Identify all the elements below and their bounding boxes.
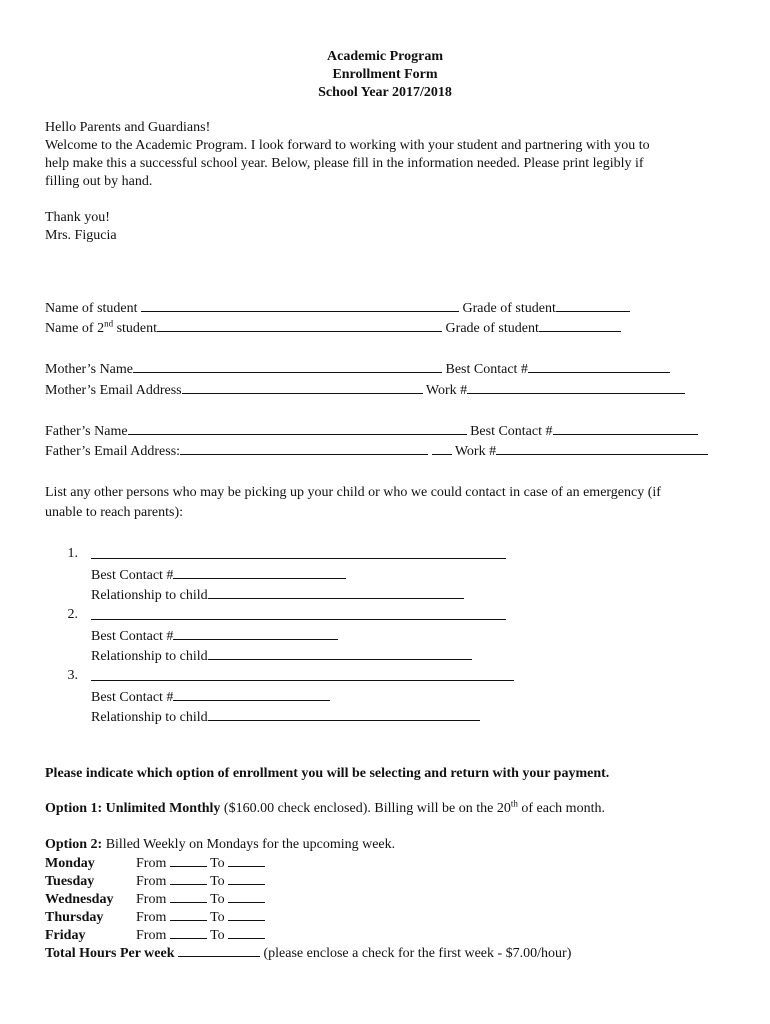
father-contact-label: Best Contact #: [470, 424, 553, 439]
option-1-text: ($160.00 check enclosed). Billing will be on the 20th of each month.: [223, 798, 605, 816]
second-student-label: Name of 2nd student: [45, 318, 158, 336]
contact-3-relationship-field[interactable]: [208, 707, 480, 721]
mother-name-row: [45, 359, 670, 379]
signature-name: Mrs. Figucia: [45, 228, 117, 243]
contact-3-phone-field[interactable]: [173, 687, 330, 701]
mother-email-label: Mother’s Email Address: [45, 383, 182, 398]
enrollment-instruction: Please indicate which option of enrollment you will be selecting and return with your payment.: [45, 766, 610, 781]
total-hours-note: (please enclose a check for the first week - $7.00/hour): [263, 946, 572, 961]
mother-contact-label: Best Contact #: [445, 362, 528, 377]
contact-3-name-row: [91, 667, 514, 687]
contact-2-relationship-row: [91, 646, 472, 666]
contact-1-phone-field[interactable]: [173, 565, 346, 579]
mother-work-label: Work #: [425, 383, 468, 398]
thursday-to-field[interactable]: [228, 907, 265, 921]
contact-1-relationship-label: Relationship to child: [91, 588, 208, 603]
day-label-wednesday: Wednesday: [45, 892, 114, 907]
contact-1-name-row: [91, 545, 506, 565]
monday-from-field[interactable]: [170, 853, 207, 867]
mother-name-label: Mother’s Name: [45, 362, 133, 377]
father-work-field[interactable]: [496, 441, 708, 455]
option-2-title: Option 2:: [45, 837, 103, 852]
day-row-tuesday: Tuesday From To: [45, 871, 265, 891]
tuesday-to-field[interactable]: [228, 871, 265, 885]
option-2-row: [45, 836, 395, 854]
second-student-row: [45, 318, 621, 338]
day-row-monday: Monday From To: [45, 853, 265, 873]
total-hours-row: [45, 943, 571, 963]
student-name-label: Name of student: [45, 301, 138, 316]
day-row-wednesday: Wednesday From To: [45, 889, 265, 909]
title-line-1: Academic Program: [327, 49, 443, 64]
contact-1-relationship-row: [91, 585, 464, 605]
contact-3-relationship-label: Relationship to child: [91, 710, 208, 725]
contact-3-name-field[interactable]: [91, 667, 514, 681]
thursday-from-field[interactable]: [170, 907, 207, 921]
student-grade-field[interactable]: [556, 298, 630, 312]
day-row-friday: Friday From To: [45, 925, 265, 945]
contact-2-phone-label: Best Contact #: [91, 629, 174, 644]
second-student-grade-label: Grade of student: [445, 321, 539, 336]
contact-2-number: 2.: [67, 607, 78, 622]
option-1-row: [45, 800, 605, 818]
student-name-field[interactable]: [141, 298, 459, 312]
title-line-2: Enrollment Form: [332, 67, 438, 82]
contact-1-name-field[interactable]: [91, 545, 506, 559]
thank-you: Thank you!: [45, 210, 110, 225]
contact-1-number: 1.: [67, 546, 78, 561]
mother-email-row: [45, 380, 685, 400]
second-student-grade-field[interactable]: [539, 318, 621, 332]
day-row-thursday: Thursday From To: [45, 907, 265, 927]
greeting: Hello Parents and Guardians!: [45, 120, 211, 135]
contact-2-relationship-label: Relationship to child: [91, 649, 208, 664]
contact-2-name-field[interactable]: [91, 606, 506, 620]
contact-2-phone-row: [91, 626, 338, 646]
contact-2-name-row: [91, 606, 506, 626]
contact-3-phone-row: [91, 687, 330, 707]
wednesday-from-field[interactable]: [170, 889, 207, 903]
contact-1-relationship-field[interactable]: [208, 585, 464, 599]
contact-2-phone-field[interactable]: [173, 626, 338, 640]
contact-3-relationship-row: [91, 707, 480, 727]
day-label-thursday: Thursday: [45, 910, 104, 925]
option-1-title: Option 1: Unlimited Monthly: [45, 801, 221, 816]
intro-line-3: filling out by hand.: [45, 174, 153, 189]
father-email-label: Father’s Email Address:: [45, 444, 181, 459]
mother-email-field[interactable]: [182, 380, 423, 394]
friday-to-field[interactable]: [228, 925, 265, 939]
father-work-label: Work #: [454, 444, 497, 459]
friday-from-field[interactable]: [170, 925, 207, 939]
father-contact-field[interactable]: [553, 421, 698, 435]
day-label-friday: Friday: [45, 928, 86, 943]
father-email-row: [45, 441, 708, 461]
father-name-row: [45, 421, 698, 441]
contact-1-phone-row: [91, 565, 346, 585]
total-hours-label: Total Hours Per week: [45, 946, 175, 961]
father-name-label: Father’s Name: [45, 424, 128, 439]
monday-to-field[interactable]: [228, 853, 265, 867]
father-email-field[interactable]: [180, 441, 428, 455]
day-label-monday: Monday: [45, 856, 95, 871]
mother-name-field[interactable]: [133, 359, 442, 373]
tuesday-from-field[interactable]: [170, 871, 207, 885]
wednesday-to-field[interactable]: [228, 889, 265, 903]
contact-3-phone-label: Best Contact #: [91, 690, 174, 705]
student-grade-label: Grade of student: [462, 301, 556, 316]
day-label-tuesday: Tuesday: [45, 874, 95, 889]
contact-2-relationship-field[interactable]: [208, 646, 472, 660]
mother-work-field[interactable]: [467, 380, 685, 394]
intro-line-2: help make this a successful school year. Below, please fill in the information needed. Please print legibly if: [45, 156, 644, 171]
father-email-extra-field[interactable]: [432, 441, 452, 455]
intro-line-1: Welcome to the Academic Program. I look forward to working with your student and partnering with you to: [45, 138, 650, 153]
other-persons-line-1: List any other persons who may be picking up your child or who we could contact in case of an emergency (if: [45, 485, 661, 500]
contact-3-number: 3.: [67, 668, 78, 683]
title-line-3: School Year 2017/2018: [318, 85, 452, 100]
contact-1-phone-label: Best Contact #: [91, 568, 174, 583]
father-name-field[interactable]: [128, 421, 467, 435]
second-student-name-field[interactable]: [157, 318, 442, 332]
student-name-row: [45, 298, 630, 318]
mother-contact-field[interactable]: [528, 359, 670, 373]
other-persons-line-2: unable to reach parents):: [45, 505, 183, 520]
option-2-text: Billed Weekly on Mondays for the upcoming week.: [105, 837, 396, 852]
total-hours-field[interactable]: [178, 943, 260, 957]
